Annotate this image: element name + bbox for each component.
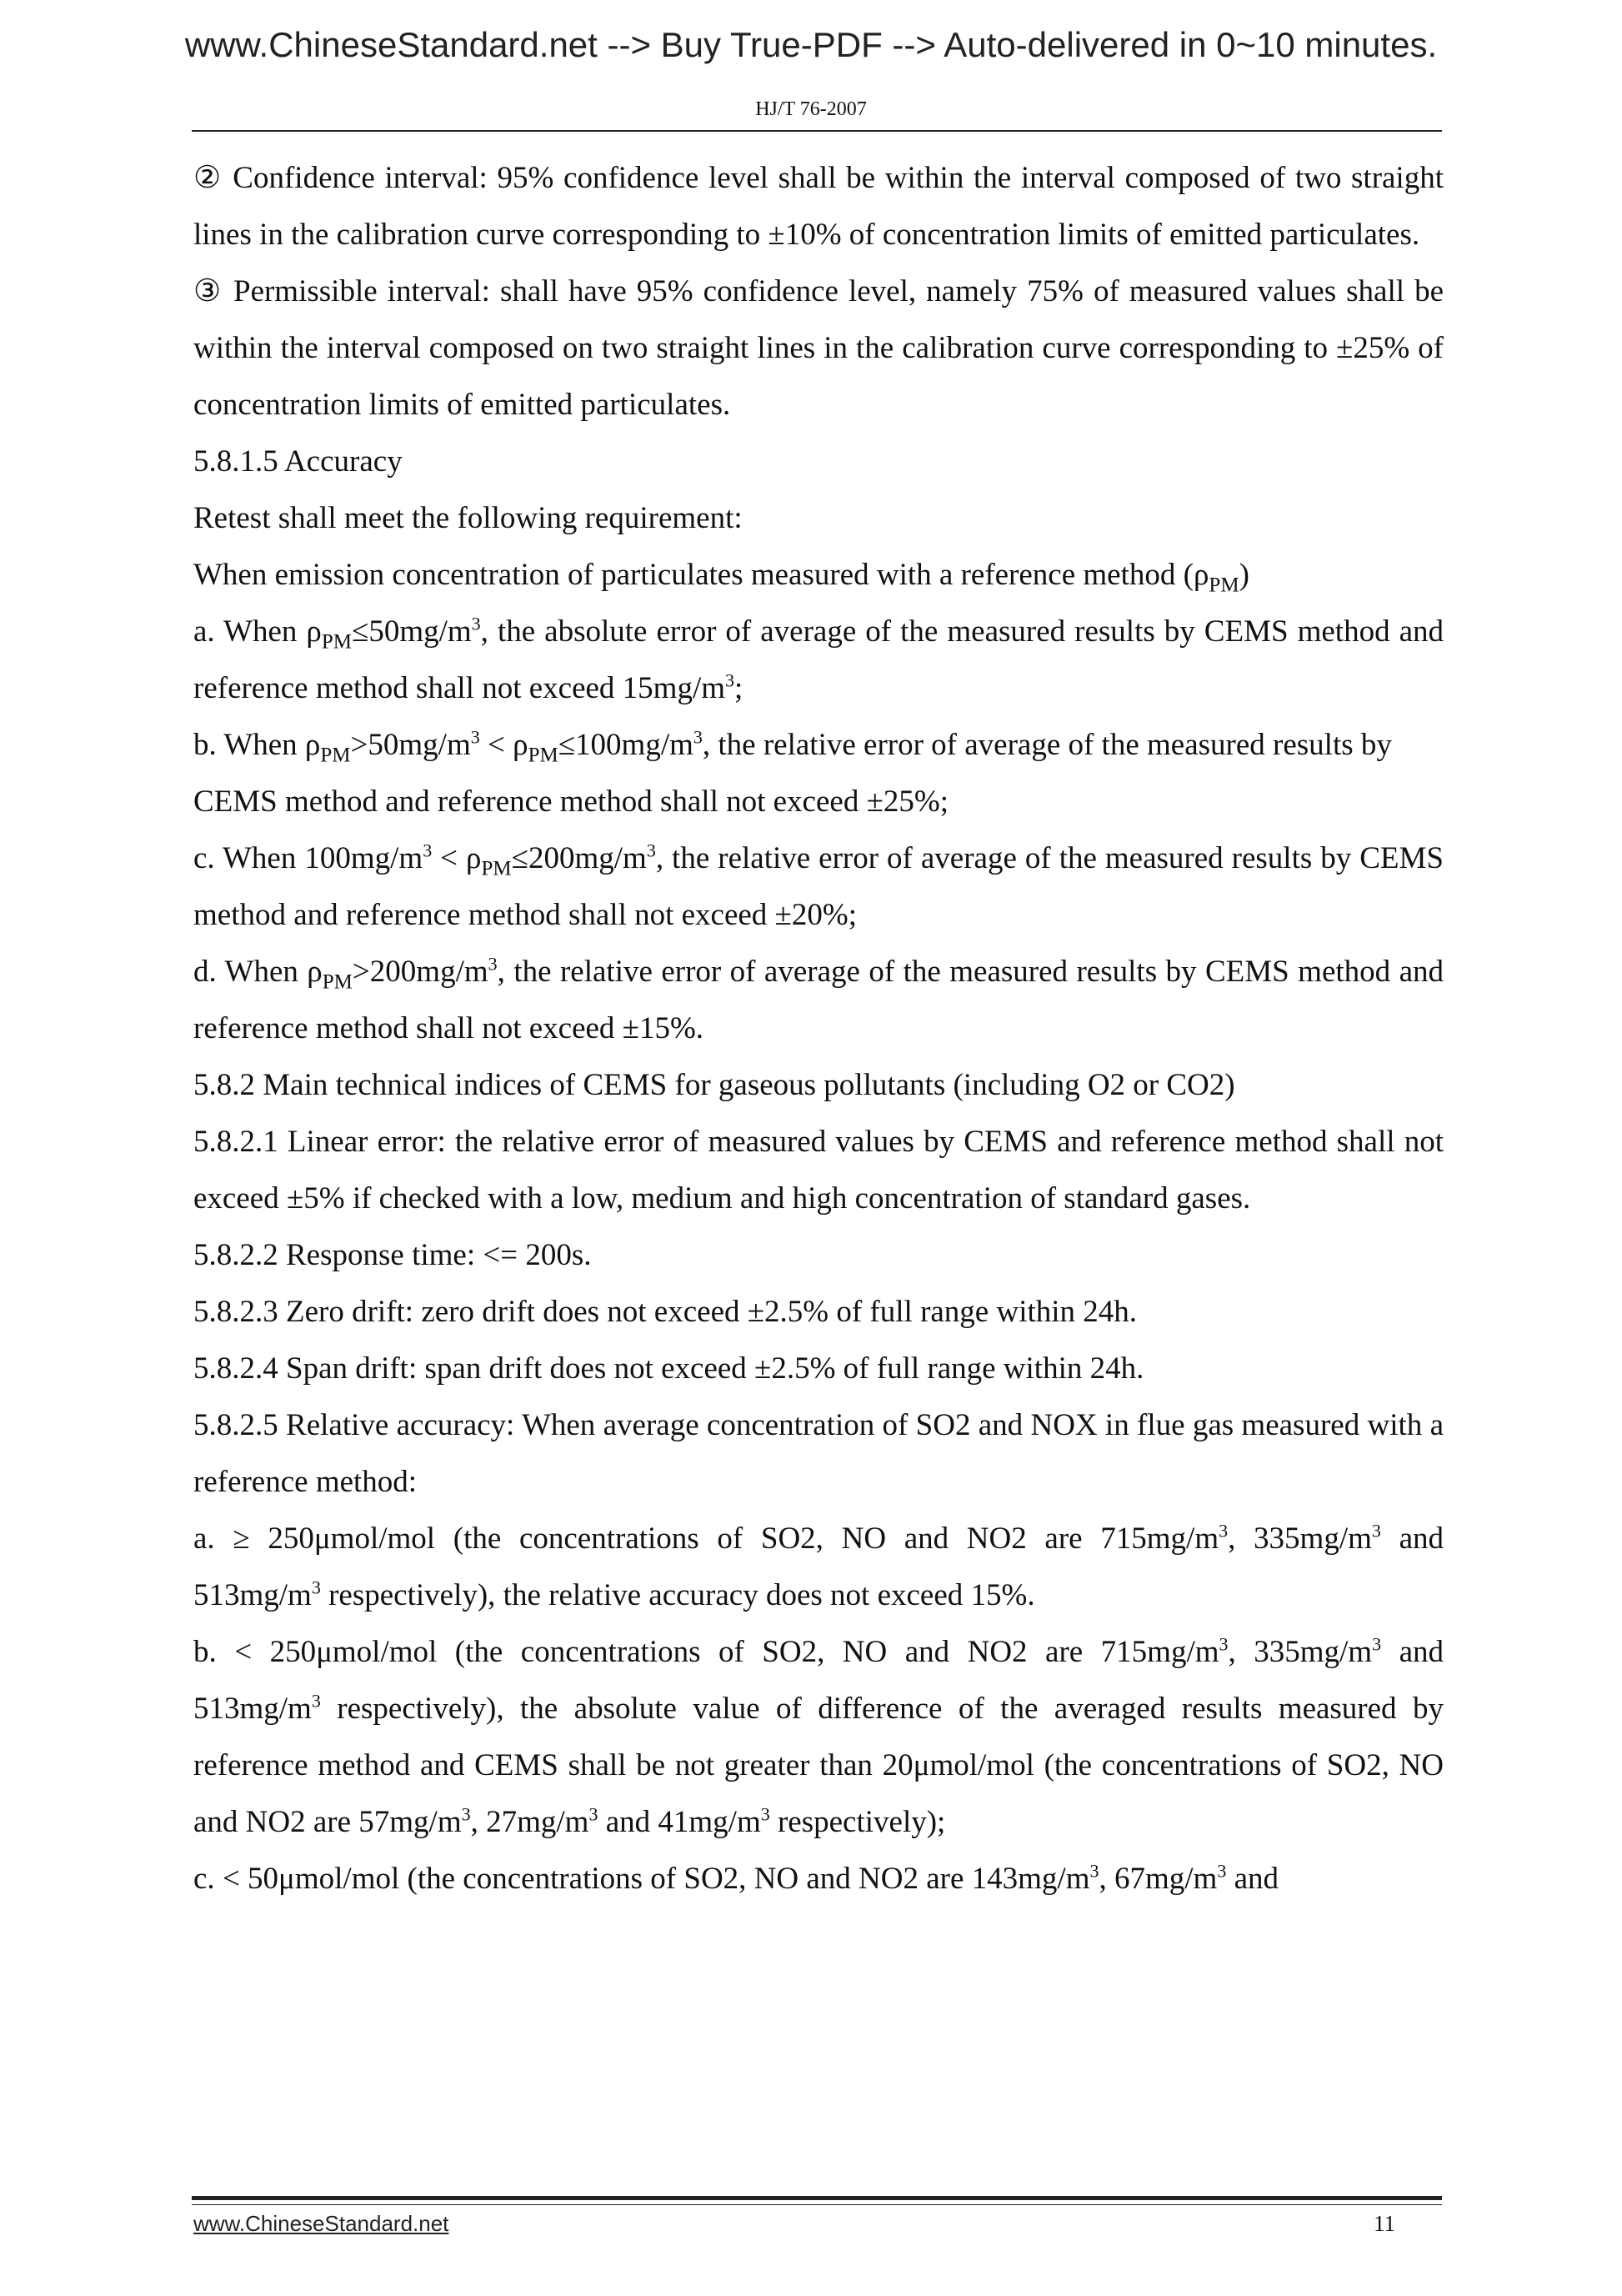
page-number: 11: [1374, 2211, 1395, 2236]
paragraph-confidence-interval: ② Confidence interval: 95% confidence level shall be within the interval composed of two straight lines in the calibration curve corresponding to ±10% of concentration limits of emitted particulates.: [193, 161, 1444, 252]
footer-rule-thick: [192, 2196, 1442, 2200]
list-item-a: a. When $\rho_{PM}\le 50mg/m^3$, the absolute error of average of the measured results by CEMS method and reference method shall not exceed $15mg/m^3$;: [193, 613, 1444, 705]
list-item-c: c. When $100mg/m^3 < \rho_{PM}\le 200mg/m^3$, the relative error of average of the measured results by CEMS method and reference method shall not exceed ±20%;: [193, 840, 1444, 932]
promo-banner: www.ChineseStandard.net --> Buy True-PDF --> Auto-delivered in 0~10 minutes.: [184, 25, 1438, 64]
paragraph-permissible-interval: ③ Permissible interval: shall have 95% confidence level, namely 75% of measured values shall be within the interval composed on two straight lines in the calibration curve corresponding to ±25% of concentration limits of emitted particulates.: [193, 274, 1444, 422]
document-number: HJ/T 76-2007: [755, 98, 867, 120]
paragraph-linear-error: 5.8.2.1 Linear error: the relative error of measured values by CEMS and reference method shall not exceed ±5% if checked with a low, medium and high concentration of standard gases.: [193, 1125, 1444, 1216]
document-body: [193, 150, 1444, 1907]
footer-website-link[interactable]: www.ChineseStandard.net: [193, 2211, 449, 2236]
list-item-b-continued: CEMS method and reference method shall not exceed ±25%;: [193, 785, 949, 819]
paragraph-emission-concentration: When emission concentration of particulates measured with a reference method $(\rho_{PM})$: [193, 558, 1249, 597]
list-item-b: b. When $\rho_{PM}>50mg/m^3 < \rho_{PM}\le 100mg/m^3$, the relative error of average of the measured results by: [193, 726, 1392, 767]
paragraph-relative-accuracy: 5.8.2.5 Relative accuracy: When average concentration of SO2 and NOX in flue gas measured with a reference method:: [193, 1408, 1444, 1499]
paragraph-zero-drift: 5.8.2.3 Zero drift: zero drift does not exceed ±2.5% of full range within 24h.: [193, 1295, 1138, 1329]
paragraph-span-drift: 5.8.2.4 Span drift: span drift does not exceed ±2.5% of full range within 24h.: [193, 1351, 1144, 1386]
paragraph-retest: Retest shall meet the following requirement:: [193, 501, 743, 535]
section-heading-5-8-1-5: 5.8.1.5 Accuracy: [193, 444, 403, 479]
footer-rule-thin: [192, 2204, 1442, 2205]
accuracy-item-b: b. < 250μmol/mol (the concentrations of SO2, NO and NO2 are $715mg/m^3$, $335mg/m^3$ and $513mg/m^3$ respectively), the absolute value of difference of the averaged results measured by reference method and CEMS shall be not greater than 20μmol/mol (the concentrations of SO2, NO and NO2 are $57mg/m^3$, $27mg/m^3$ and $41mg/m^3$ respectively);: [193, 1633, 1444, 1839]
section-heading-5-8-2: 5.8.2 Main technical indices of CEMS for gaseous pollutants (including O2 or CO2): [193, 1068, 1235, 1102]
accuracy-item-c: c. < 50μmol/mol (the concentrations of SO2, NO and NO2 are $143mg/m^3$, $67mg/m^3$ and: [193, 1860, 1279, 1896]
list-item-d: d. When $\rho_{PM}>200mg/m^3$, the relative error of average of the measured results by CEMS method and reference method shall not exceed ±15%.: [193, 953, 1444, 1045]
paragraph-response-time: 5.8.2.2 Response time: <= 200s.: [193, 1238, 592, 1272]
header-rule: [192, 130, 1442, 132]
accuracy-item-a: a. ≥ 250μmol/mol (the concentrations of SO2, NO and NO2 are $715mg/m^3$, $335mg/m^3$ and $513mg/m^3$ respectively), the relative accuracy does not exceed 15%.: [193, 1520, 1444, 1612]
